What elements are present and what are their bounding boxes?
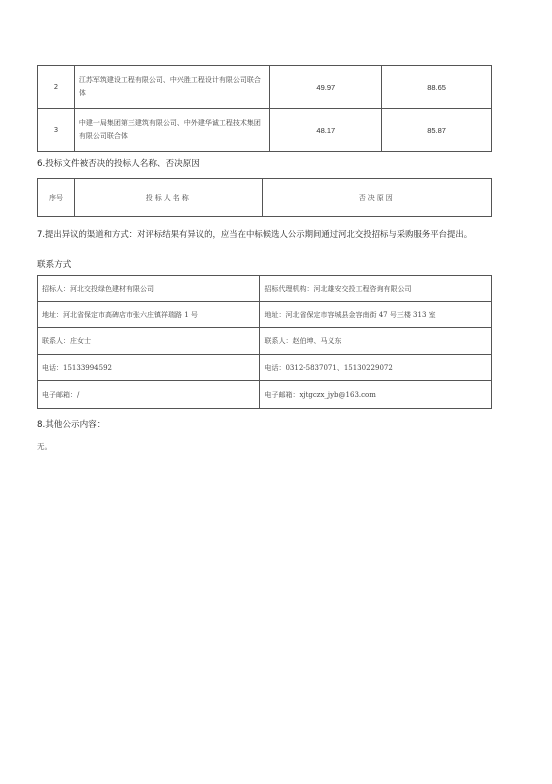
- agency-address-cell: 地址：河北省保定市容城县金容南街 47 号三楼 313 室: [260, 302, 492, 328]
- table-row: [38, 302, 492, 328]
- table-row: [38, 328, 492, 355]
- table-row: [38, 66, 492, 109]
- bidder-name-cell: 江苏军筑建设工程有限公司、中兴胜工程设计有限公司联合体: [74, 66, 270, 109]
- header-bidder: 投标人名称: [74, 179, 262, 217]
- rank-cell: 3: [38, 109, 75, 152]
- agency-cell: 招标代理机构：河北雄安交投工程咨询有限公司: [260, 276, 492, 302]
- agency-phone-cell: 电话：0312-5837071、15130229072: [260, 355, 492, 381]
- tenderer-address-cell: 地址：河北省保定市高碑店市张六庄镇祥瑞路 1 号: [38, 302, 260, 328]
- table-row: [38, 109, 492, 152]
- results-table: [37, 65, 492, 152]
- section8-content: 无。: [37, 442, 52, 451]
- agency-contact-cell: 联系人：赵伯坤、马义东: [260, 328, 492, 355]
- score-cell: 88.65: [382, 66, 492, 109]
- contact-title: 联系方式: [37, 260, 72, 270]
- agency-email-cell: 电子邮箱：xjtgczx_jyb@163.com: [260, 381, 492, 409]
- tenderer-email-cell: 电子邮箱：/: [38, 381, 260, 409]
- table-row: [38, 179, 492, 217]
- section8-title: 8.其他公示内容：: [37, 420, 106, 430]
- score-cell: 48.17: [270, 109, 382, 152]
- section7-text: 7.提出异议的渠道和方式：对评标结果有异议的，应当在中标候选人公示期间通过河北交投招标与采购服务平台提出。: [37, 229, 473, 239]
- section6-title: 6.投标文件被否决的投标人名称、否决原因: [37, 159, 200, 169]
- rejection-table: [37, 178, 492, 217]
- contact-table: [37, 275, 492, 409]
- table-row: [38, 355, 492, 381]
- tenderer-phone-cell: 电话：15133994592: [38, 355, 260, 381]
- bidder-name-cell: 中建一局集团第三建筑有限公司、中外建华诚工程技术集团有限公司联合体: [74, 109, 270, 152]
- table-row: [38, 276, 492, 302]
- score-cell: 85.87: [382, 109, 492, 152]
- header-seq: 序号: [38, 179, 75, 217]
- header-reason: 否决原因: [262, 179, 491, 217]
- table-row: [38, 381, 492, 409]
- tenderer-contact-cell: 联系人：庄女士: [38, 328, 260, 355]
- tenderer-cell: 招标人：河北交投绿色建材有限公司: [38, 276, 260, 302]
- score-cell: 49.97: [270, 66, 382, 109]
- rank-cell: 2: [38, 66, 75, 109]
